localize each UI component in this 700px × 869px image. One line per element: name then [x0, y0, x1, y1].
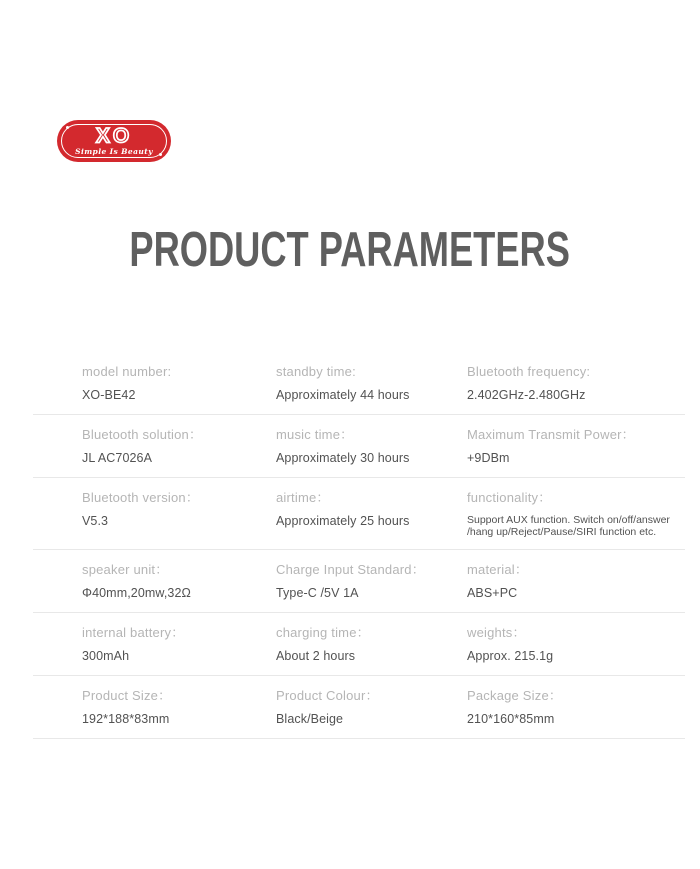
spec-cell-bluetooth-frequency: [467, 364, 684, 403]
spec-label: standby time:: [276, 364, 356, 379]
spec-value: About 2 hours: [276, 649, 356, 663]
spec-cell-standby-time: [276, 364, 467, 403]
spec-cell-charge-input-standard: [276, 562, 467, 601]
spec-cell-bluetooth-solution: [82, 427, 276, 466]
spec-value: Support AUX function. Switch on/off/answer /hang up/Reject/Pause/SIRI function etc.: [467, 514, 670, 538]
spec-value: 300mAh: [82, 649, 130, 663]
spec-value: Approximately 44 hours: [276, 388, 410, 402]
spec-value: 2.402GHz-2.480GHz: [467, 388, 586, 402]
logo-dot-top-left: [66, 126, 69, 129]
spec-cell-package-size: [467, 688, 684, 727]
spec-value: Black/Beige: [276, 712, 344, 726]
table-row: [33, 415, 685, 478]
spec-label: Bluetooth frequency:: [467, 364, 591, 379]
spec-label: internal battery：: [82, 625, 185, 640]
spec-label: Maximum Transmit Power：: [467, 427, 635, 442]
table-row: [33, 478, 685, 550]
spec-cell-music-time: [276, 427, 467, 466]
spec-label: Product Colour：: [276, 688, 379, 703]
spec-label: material：: [467, 562, 529, 577]
spec-value: 192*188*83mm: [82, 712, 170, 726]
spec-cell-bluetooth-version: [82, 490, 276, 538]
spec-label: model number:: [82, 364, 172, 379]
spec-cell-weights: [467, 625, 684, 664]
spec-cell-product-size: [82, 688, 276, 727]
spec-label: charging time：: [276, 625, 370, 640]
spec-label: airtime：: [276, 490, 330, 505]
spec-label: music time：: [276, 427, 354, 442]
brand-text: XO: [95, 124, 133, 146]
spec-label: weights：: [467, 625, 526, 640]
spec-cell-max-transmit-power: [467, 427, 684, 466]
logo-tagline: Simple Is Beauty: [75, 147, 153, 156]
spec-label: Bluetooth solution：: [82, 427, 203, 442]
spec-cell-functionality: [467, 490, 684, 538]
spec-value: +9DBm: [467, 451, 510, 465]
spec-cell-speaker-unit: [82, 562, 276, 601]
spec-cell-charging-time: [276, 625, 467, 664]
spec-label: Charge Input Standard：: [276, 562, 425, 577]
table-row: [33, 676, 685, 739]
spec-label: Product Size：: [82, 688, 172, 703]
spec-value: JL AC7026A: [82, 451, 153, 465]
spec-label: speaker unit：: [82, 562, 169, 577]
spec-label: Package Size：: [467, 688, 563, 703]
spec-value: Approx. 215.1g: [467, 649, 554, 663]
spec-cell-airtime: [276, 490, 467, 538]
spec-cell-material: [467, 562, 684, 601]
spec-cell-internal-battery: [82, 625, 276, 664]
table-row: [33, 352, 685, 415]
xo-brand-icon: [78, 124, 150, 146]
spec-label: functionality：: [467, 490, 552, 505]
table-row: [33, 550, 685, 613]
spec-value: ABS+PC: [467, 586, 518, 600]
spec-value: Type-C /5V 1A: [276, 586, 359, 600]
spec-value: Approximately 25 hours: [276, 514, 410, 528]
spec-value: Φ40mm,20mw,32Ω: [82, 586, 191, 600]
spec-value: 210*160*85mm: [467, 712, 555, 726]
spec-label: Bluetooth version：: [82, 490, 200, 505]
spec-cell-product-colour: [276, 688, 467, 727]
spec-table: [33, 352, 685, 739]
spec-value: XO-BE42: [82, 388, 136, 402]
spec-value: V5.3: [82, 514, 109, 528]
spec-cell-model-number: [82, 364, 276, 403]
page-title: PRODUCT PARAMETERS: [129, 223, 571, 277]
title-wrap: [0, 223, 700, 277]
xo-logo: [57, 120, 171, 162]
table-row: [33, 613, 685, 676]
spec-value: Approximately 30 hours: [276, 451, 410, 465]
